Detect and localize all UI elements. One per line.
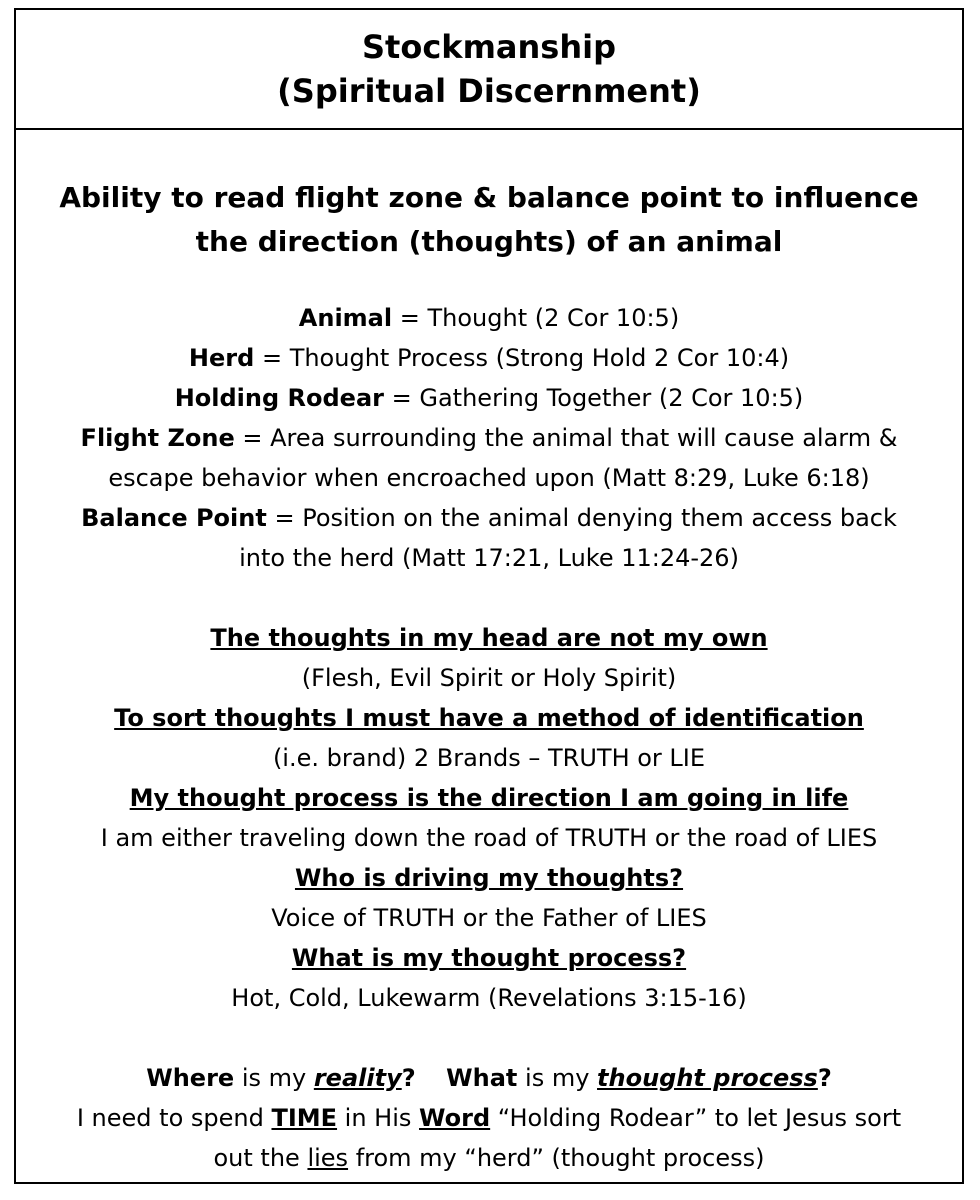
title-line-1: Stockmanship bbox=[362, 28, 616, 66]
point-heading: My thought process is the direction I am going in life bbox=[129, 784, 849, 812]
closing-l3-b: from my “herd” (thought process) bbox=[348, 1144, 765, 1172]
closing-line-3 bbox=[16, 1138, 962, 1178]
definition-balance-point bbox=[16, 498, 962, 538]
definition-sep: = bbox=[234, 424, 271, 452]
definition-term: Flight Zone bbox=[80, 424, 235, 452]
definition-text: Area surrounding the animal that will cause alarm & bbox=[270, 424, 898, 452]
definition-sep: = bbox=[384, 384, 420, 412]
point-detail: Hot, Cold, Lukewarm (Revelations 3:15-16) bbox=[231, 984, 747, 1012]
point-detail: (i.e. brand) 2 Brands – TRUTH or LIE bbox=[272, 744, 706, 772]
definition-animal bbox=[16, 298, 962, 338]
point-heading: To sort thoughts I must have a method of identification bbox=[114, 704, 864, 732]
points-list bbox=[16, 618, 962, 1018]
closing-block bbox=[16, 1058, 962, 1178]
spacer bbox=[16, 1018, 962, 1058]
definitions-list bbox=[16, 298, 962, 578]
definition-text: Position on the animal denying them access back bbox=[302, 504, 897, 532]
closing-q2-lead: What bbox=[446, 1064, 518, 1092]
definition-text: Gathering Together (2 Cor 10:5) bbox=[419, 384, 804, 412]
definition-term: Balance Point bbox=[81, 504, 267, 532]
content-body bbox=[16, 130, 962, 1178]
definition-term: Holding Rodear bbox=[174, 384, 384, 412]
definition-term: Herd bbox=[188, 344, 255, 372]
closing-lies: lies bbox=[307, 1144, 349, 1172]
point-heading: Who is driving my thoughts? bbox=[294, 864, 684, 892]
closing-q2-mid: is my bbox=[517, 1064, 598, 1092]
point-detail: Voice of TRUTH or the Father of LIES bbox=[271, 904, 707, 932]
closing-line-2 bbox=[16, 1098, 962, 1138]
definition-holding-rodear bbox=[16, 378, 962, 418]
definition-balance-point-cont: into the herd (Matt 17:21, Luke 11:24-26) bbox=[239, 544, 739, 572]
closing-q1-key: reality bbox=[313, 1064, 402, 1092]
closing-q1-lead: Where bbox=[146, 1064, 235, 1092]
closing-q2-end: ? bbox=[817, 1064, 832, 1092]
definition-herd bbox=[16, 338, 962, 378]
closing-l2-a: I need to spend bbox=[76, 1104, 272, 1132]
closing-questions bbox=[16, 1058, 962, 1098]
definition-text: Thought Process (Strong Hold 2 Cor 10:4) bbox=[289, 344, 790, 372]
subtitle-line-1: Ability to read flight zone & balance point to influence bbox=[59, 181, 919, 214]
closing-l3-a: out the bbox=[213, 1144, 308, 1172]
closing-l2-b: in His bbox=[337, 1104, 420, 1132]
closing-q2-key: thought process bbox=[597, 1064, 818, 1092]
definition-sep: = bbox=[266, 504, 303, 532]
point-detail: (Flesh, Evil Spirit or Holy Spirit) bbox=[301, 664, 677, 692]
definition-term: Animal bbox=[298, 304, 393, 332]
slide-frame bbox=[14, 8, 964, 1184]
closing-l2-c: “Holding Rodear” to let Jesus sort bbox=[490, 1104, 902, 1132]
spacer bbox=[16, 578, 962, 618]
closing-time: TIME bbox=[271, 1104, 338, 1132]
title-line-2: (Spiritual Discernment) bbox=[277, 72, 701, 110]
subtitle bbox=[16, 176, 962, 264]
closing-q1-mid: is my bbox=[234, 1064, 314, 1092]
definition-text: Thought (2 Cor 10:5) bbox=[427, 304, 680, 332]
subtitle-line-2: the direction (thoughts) of an animal bbox=[195, 225, 783, 258]
title-box bbox=[16, 10, 962, 130]
point-detail: I am either traveling down the road of TRUTH or the road of LIES bbox=[100, 824, 878, 852]
definition-sep: = bbox=[254, 344, 290, 372]
point-heading: The thoughts in my head are not my own bbox=[210, 624, 768, 652]
closing-word: Word bbox=[419, 1104, 491, 1132]
definition-flight-zone-cont: escape behavior when encroached upon (Matt 8:29, Luke 6:18) bbox=[108, 464, 870, 492]
definition-flight-zone bbox=[16, 418, 962, 458]
definition-sep: = bbox=[392, 304, 428, 332]
closing-q1-end: ? bbox=[401, 1064, 416, 1092]
point-heading: What is my thought process? bbox=[291, 944, 687, 972]
